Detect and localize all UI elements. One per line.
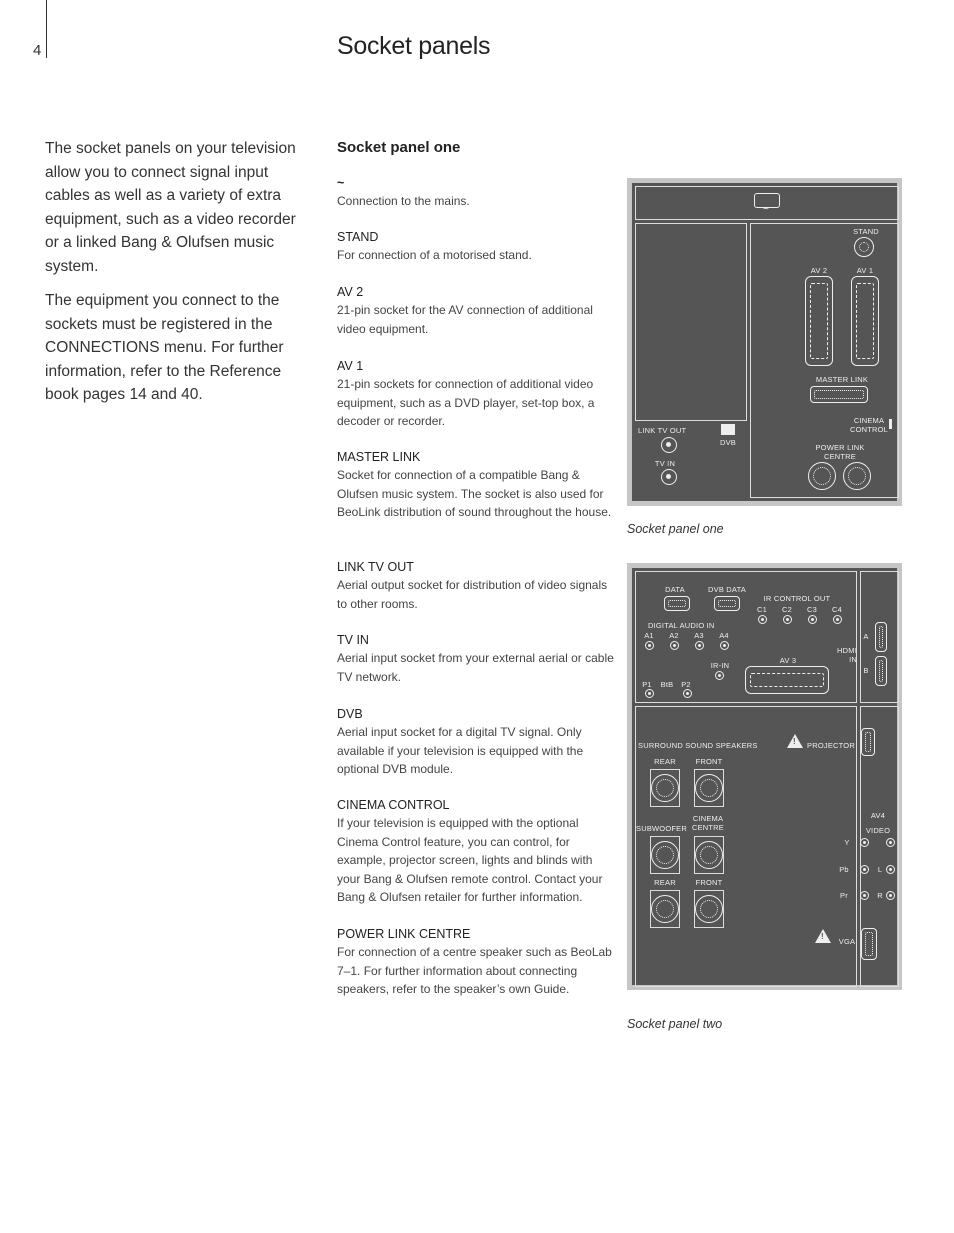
hdmi-a-socket: [875, 622, 887, 652]
entry-desc: For connection of a motorised stand.: [337, 248, 532, 262]
link-tv-out-socket: [661, 437, 677, 453]
intro-text: [45, 137, 310, 418]
cinema-centre-socket: [694, 836, 724, 874]
page-title: Socket panels: [337, 32, 491, 60]
front-label-1: FRONT: [695, 757, 723, 766]
entry-title: STAND: [337, 230, 379, 244]
digital-audio-in-label: DIGITAL AUDIO IN: [648, 621, 715, 630]
av4-label: AV4: [870, 811, 886, 820]
din-socket: [695, 841, 723, 869]
subwoofer-socket: [650, 836, 680, 874]
entry-title: TV IN: [337, 633, 369, 647]
rear-label-1: REAR: [654, 757, 676, 766]
socket-panel-one: [627, 178, 902, 506]
entry-link-tv-out: [337, 558, 617, 613]
a4-label: A4: [719, 631, 729, 640]
entry-title: CINEMA CONTROL: [337, 798, 450, 812]
c4-socket: [833, 615, 842, 624]
section-heading: Socket panel one: [337, 139, 461, 156]
power-link-centre-label: POWER LINK CENTRE: [815, 443, 865, 461]
entry-desc: 21-pin socket for the AV connection of additional video equipment.: [337, 303, 593, 336]
entry-title: AV 1: [337, 359, 364, 373]
c3-socket: [808, 615, 817, 624]
y-socket: [860, 838, 869, 847]
rear-speaker-socket-2: [650, 890, 680, 928]
c4-label: C4: [832, 605, 842, 614]
data-socket: [664, 596, 690, 611]
page-rule: [46, 0, 47, 58]
intro-paragraph-1: The socket panels on your television allow you to connect signal input cables as well as a variety of extra equipment, such as a video recorder or a linked Bang & Olufsen music system.: [45, 140, 296, 275]
entry-desc: If your television is equipped with the optional Cinema Control feature, you can control, for example, projector screen, lights and blinds with your Bang & Olufsen remote control. Contact your Bang & Olufsen retailer for further information.: [337, 816, 603, 904]
dvb-socket: [721, 424, 735, 435]
dvb-data-socket: [714, 596, 740, 611]
r-label: R: [877, 891, 883, 900]
btb-label: BtB: [660, 680, 674, 689]
av2-socket: [805, 276, 833, 366]
master-link-label: MASTER LINK: [815, 375, 869, 384]
link-tv-out-label: LINK TV OUT: [638, 426, 687, 435]
projector-label: PROJECTOR: [807, 741, 855, 750]
din-socket: [651, 841, 679, 869]
entry-title: DVB: [337, 707, 363, 721]
front-speaker-socket-2: [694, 890, 724, 928]
video-label: VIDEO: [865, 826, 891, 835]
r-socket: [886, 891, 895, 900]
panel-one-caption: Socket panel one: [627, 522, 724, 536]
l-label: L: [877, 865, 883, 874]
din-socket: [651, 774, 679, 802]
av1-label: AV 1: [856, 266, 874, 275]
entry-power-link-centre: [337, 925, 617, 999]
mains-symbol: ~: [762, 204, 770, 215]
entry-desc: Aerial output socket for distribution of video signals to other rooms.: [337, 578, 608, 611]
c2-label: C2: [782, 605, 792, 614]
hdmi-in-label: HDMI IN: [837, 646, 857, 664]
ir-in-label: IR-IN: [710, 661, 730, 670]
ir-in-socket: [715, 671, 724, 680]
c1-socket: [758, 615, 767, 624]
entry-cinema-control: [337, 796, 617, 907]
din-socket: [695, 895, 723, 923]
l-socket: [886, 865, 895, 874]
p2-label: P2: [681, 680, 691, 689]
vga-label: VGA: [838, 937, 856, 946]
av3-label: AV 3: [779, 656, 797, 665]
entry-tv-in: [337, 631, 617, 686]
entry-desc: Connection to the mains.: [337, 194, 470, 208]
entry-title: ~: [337, 176, 345, 190]
entry-title: POWER LINK CENTRE: [337, 927, 471, 941]
a3-label: A3: [694, 631, 704, 640]
a1-socket: [645, 641, 654, 650]
a4-socket: [720, 641, 729, 650]
cinema-centre-label: CINEMA CENTRE: [691, 814, 725, 832]
warning-icon-projector: !: [787, 734, 803, 748]
intro-paragraph-2: The equipment you connect to the sockets must be registered in the CONNECTIONS menu. For further information, refer to the Reference book pages 14 and 40.: [45, 292, 284, 403]
hdmi-a-label: A: [863, 632, 869, 641]
rear-speaker-socket-1: [650, 769, 680, 807]
a3-socket: [695, 641, 704, 650]
projector-socket: [861, 728, 875, 756]
stand-label: STAND: [853, 227, 879, 236]
socket-panel-two: [627, 563, 902, 990]
a2-socket: [670, 641, 679, 650]
pb-socket: [860, 865, 869, 874]
hdmi-b-label: B: [863, 666, 869, 675]
y-label: Y: [844, 838, 850, 847]
a1-label: A1: [644, 631, 654, 640]
entry-title: AV 2: [337, 285, 364, 299]
rear-label-2: REAR: [654, 878, 676, 887]
surround-sound-speakers-label: SURROUND SOUND SPEAKERS: [638, 741, 758, 750]
entry-dvb: [337, 705, 617, 779]
front-speaker-socket-1: [694, 769, 724, 807]
entry-master-link: [337, 448, 617, 522]
tv-in-label: TV IN: [654, 459, 676, 468]
warning-icon-vga: !: [815, 929, 831, 943]
subwoofer-label: SUBWOOFER: [636, 824, 687, 833]
p1-label: P1: [642, 680, 652, 689]
dvb-data-label: DVB DATA: [708, 585, 746, 594]
entry-title: MASTER LINK: [337, 450, 421, 464]
cinema-control-socket: [889, 419, 892, 429]
ir-control-out-label: IR CONTROL OUT: [763, 594, 831, 603]
entry-desc: Aerial input socket for a digital TV signal. Only available if your television is equipped with the optional DVB module.: [337, 725, 584, 776]
tv-in-socket: [661, 469, 677, 485]
pb-label: Pb: [839, 865, 849, 874]
c1-label: C1: [757, 605, 767, 614]
left-sub-panel: [635, 223, 747, 421]
data-label: DATA: [665, 585, 685, 594]
entry-title: LINK TV OUT: [337, 560, 414, 574]
vga-socket: [861, 928, 877, 960]
din-socket: [651, 895, 679, 923]
av3-socket: [745, 666, 829, 694]
front-label-2: FRONT: [695, 878, 723, 887]
stand-socket: [854, 237, 874, 257]
av2-label: AV 2: [810, 266, 828, 275]
panel-two-caption: Socket panel two: [627, 1017, 723, 1031]
dvb-label: DVB: [719, 438, 737, 447]
page-number: 4: [33, 42, 42, 59]
entry-stand: [337, 228, 617, 265]
power-link-centre-socket-2: [843, 462, 871, 490]
entry-desc: 21-pin sockets for connection of additional video equipment, such as a DVD player, set-top box, a decoder or recorder.: [337, 377, 595, 428]
cinema-control-label: CINEMA CONTROL: [849, 416, 889, 434]
power-link-centre-socket-1: [808, 462, 836, 490]
entry-desc: Aerial input socket from your external aerial or cable TV network.: [337, 651, 614, 684]
entry-desc: Socket for connection of a compatible Bang & Olufsen music system. The socket is also used for BeoLink distribution of sound throughout the house.: [337, 468, 612, 519]
pr-socket: [860, 891, 869, 900]
a2-label: A2: [669, 631, 679, 640]
pr-label: Pr: [840, 891, 848, 900]
c3-label: C3: [807, 605, 817, 614]
entry-av2: [337, 283, 617, 338]
av1-socket: [851, 276, 879, 366]
master-link-socket: [810, 386, 868, 403]
p2-socket: [683, 689, 692, 698]
entry-desc: For connection of a centre speaker such as BeoLab 7–1. For further information about connecting speakers, refer to the speaker’s own Guide.: [337, 945, 612, 996]
entry-av1: [337, 357, 617, 431]
c2-socket: [783, 615, 792, 624]
video-socket: [886, 838, 895, 847]
hdmi-b-socket: [875, 656, 887, 686]
p1-socket: [645, 689, 654, 698]
din-socket: [695, 774, 723, 802]
entry-mains: [337, 174, 617, 211]
